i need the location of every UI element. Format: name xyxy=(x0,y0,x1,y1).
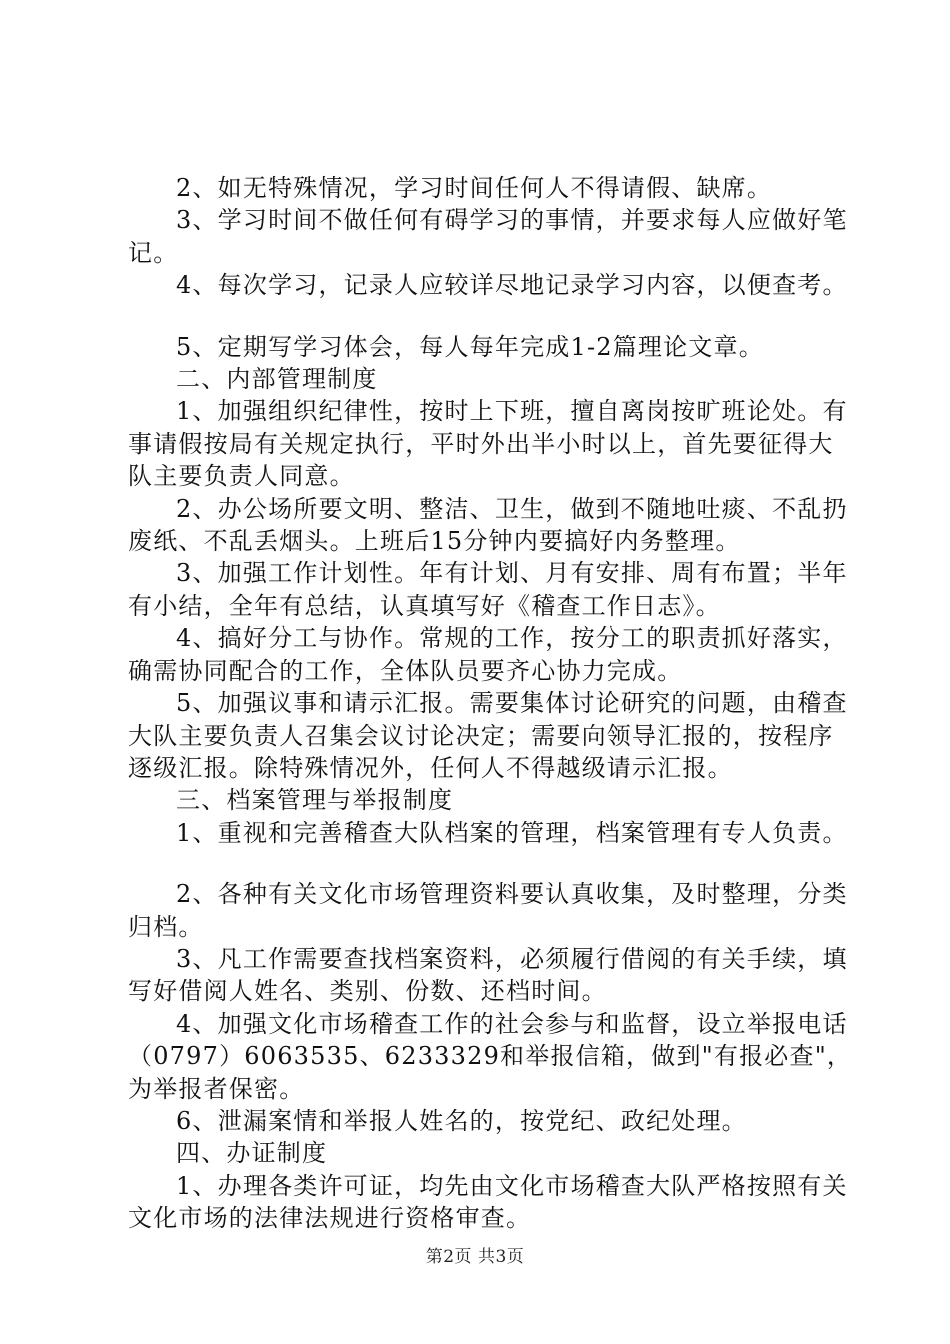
paragraph-licensing-1: 1、办理各类许可证，均先由文化市场稽查大队严格按照有关文化市场的法律法规进行资格审查。 xyxy=(128,1171,848,1233)
paragraph-rule-3: 3、学习时间不做任何有碍学习的事情，并要求每人应做好笔记。 xyxy=(128,206,848,267)
paragraph-internal-1: 1、加强组织纪律性，按时上下班，擅自离岗按旷班论处。有事请假按局有关规定执行，平时外出半小时以上，首先要征得大队主要负责人同意。 xyxy=(128,397,848,491)
paragraph-gap xyxy=(128,849,858,878)
paragraph-internal-3: 3、加强工作计划性。年有计划、月有安排、周有布置；半年有小结，全年有总结，认真填写好《稽查工作日志》。 xyxy=(128,559,848,620)
paragraph-internal-4: 4、搞好分工与协作。常规的工作，按分工的职责抓好落实，确需协同配合的工作，全体队员要齐心协力完成。 xyxy=(128,624,848,685)
paragraph-archives-6: 6、泄漏案情和举报人姓名的，按党纪、政纪处理。 xyxy=(176,1106,747,1135)
paragraph-internal-5: 5、加强议事和请示汇报。需要集体讨论研究的问题，由稽查大队主要负责人召集会议讨论决定；需要向领导汇报的，按程序逐级汇报。除特殊情况外，任何人不得越级请示汇报。 xyxy=(128,689,848,782)
paragraph-internal-2: 2、办公场所要文明、整洁、卫生，做到不随地吐痰、不乱扔废纸、不乱丢烟头。上班后15分钟内要搞好内务整理。 xyxy=(128,494,848,556)
page-footer: 第2页 共3页 xyxy=(425,1247,525,1267)
paragraph-rule-4: 4、每次学习，记录人应较详尽地记录学习内容，以便查考。 xyxy=(176,271,848,300)
paragraph-archives-4: 4、加强文化市场稽查工作的社会参与和监督，设立举报电话（0797）6063535、6233329和举报信箱，做到"有报必查"，为举报者保密。 xyxy=(128,1009,853,1103)
paragraph-archives-1: 1、重视和完善稽查大队档案的管理，档案管理有专人负责。 xyxy=(176,818,848,847)
paragraph-gap xyxy=(128,302,858,331)
paragraph-archives-2: 2、各种有关文化市场管理资料要认真收集，及时整理，分类归档。 xyxy=(128,880,848,941)
section-heading-archives: 三、档案管理与举报制度 xyxy=(176,786,454,815)
paragraph-archives-3: 3、凡工作需要查找档案资料，必须履行借阅的有关手续，填写好借阅人姓名、类别、份数、还档时间。 xyxy=(128,944,848,1006)
document-body xyxy=(128,172,858,1235)
section-heading-internal-management: 二、内部管理制度 xyxy=(176,365,378,394)
paragraph-rule-5: 5、定期写学习体会，每人每年完成1-2篇理论文章。 xyxy=(176,332,764,361)
paragraph-rule-2: 2、如无特殊情况，学习时间任何人不得请假、缺席。 xyxy=(176,174,773,202)
section-heading-licensing: 四、办证制度 xyxy=(176,1139,328,1168)
